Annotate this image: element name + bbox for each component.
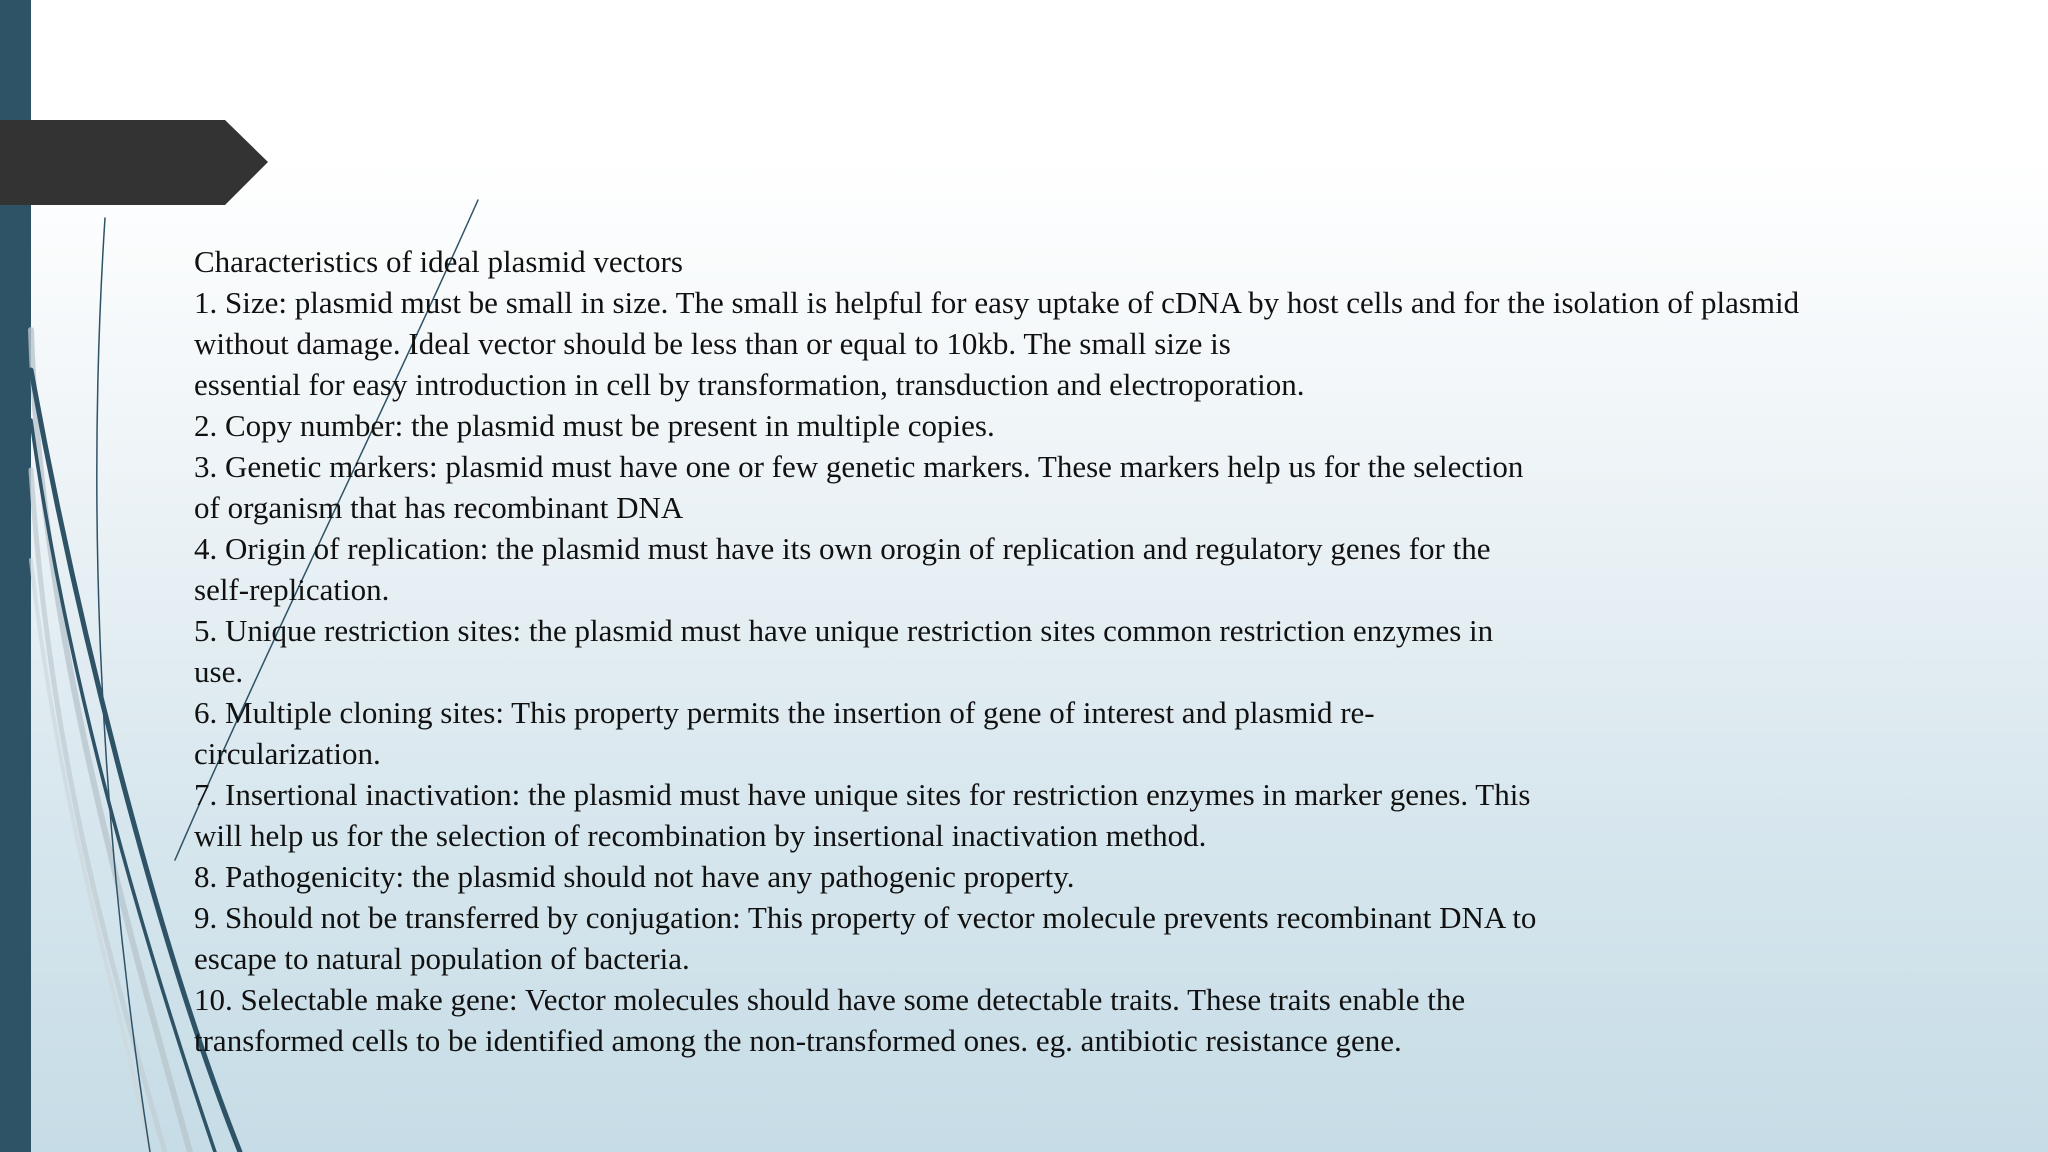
text-line: transformed cells to be identified among the non-transformed ones. eg. antibiotic resistance gene. (194, 1023, 1402, 1058)
text-line: 6. Multiple cloning sites: This property permits the insertion of gene of interest and plasmid re- (194, 695, 1375, 730)
text-line: essential for easy introduction in cell by transformation, transduction and electroporation. (194, 367, 1305, 402)
heading-line: Characteristics of ideal plasmid vectors (194, 244, 683, 279)
slide-body-text (194, 241, 1994, 1061)
text-line: without damage. Ideal vector should be less than or equal to 10kb. The small size is (194, 326, 1231, 361)
text-line: 9. Should not be transferred by conjugation: This property of vector molecule prevents recombinant DNA to (194, 900, 1537, 935)
text-line: 2. Copy number: the plasmid must be present in multiple copies. (194, 408, 995, 443)
text-line: escape to natural population of bacteria. (194, 941, 690, 976)
title-tab-shape (0, 120, 270, 205)
text-line: 4. Origin of replication: the plasmid must have its own orogin of replication and regulatory genes for the (194, 531, 1491, 566)
text-line: 10. Selectable make gene: Vector molecules should have some detectable traits. These traits enable the (194, 982, 1466, 1017)
text-line: 8. Pathogenicity: the plasmid should not have any pathogenic property. (194, 859, 1075, 894)
text-line: 3. Genetic markers: plasmid must have one or few genetic markers. These markers help us for the selection (194, 449, 1524, 484)
text-line: circularization. (194, 736, 381, 771)
text-line: will help us for the selection of recombination by insertional inactivation method. (194, 818, 1207, 853)
text-line: use. (194, 654, 244, 689)
text-line: 5. Unique restriction sites: the plasmid must have unique restriction sites common restriction enzymes in (194, 613, 1494, 648)
text-line: self-replication. (194, 572, 390, 607)
text-line: 1. Size: plasmid must be small in size. The small is helpful for easy uptake of cDNA by host cells and for the isolation of plasmid (194, 285, 1800, 320)
text-line: of organism that has recombinant DNA (194, 490, 684, 525)
text-line: 7. Insertional inactivation: the plasmid must have unique sites for restriction enzymes in marker genes. This (194, 777, 1531, 812)
